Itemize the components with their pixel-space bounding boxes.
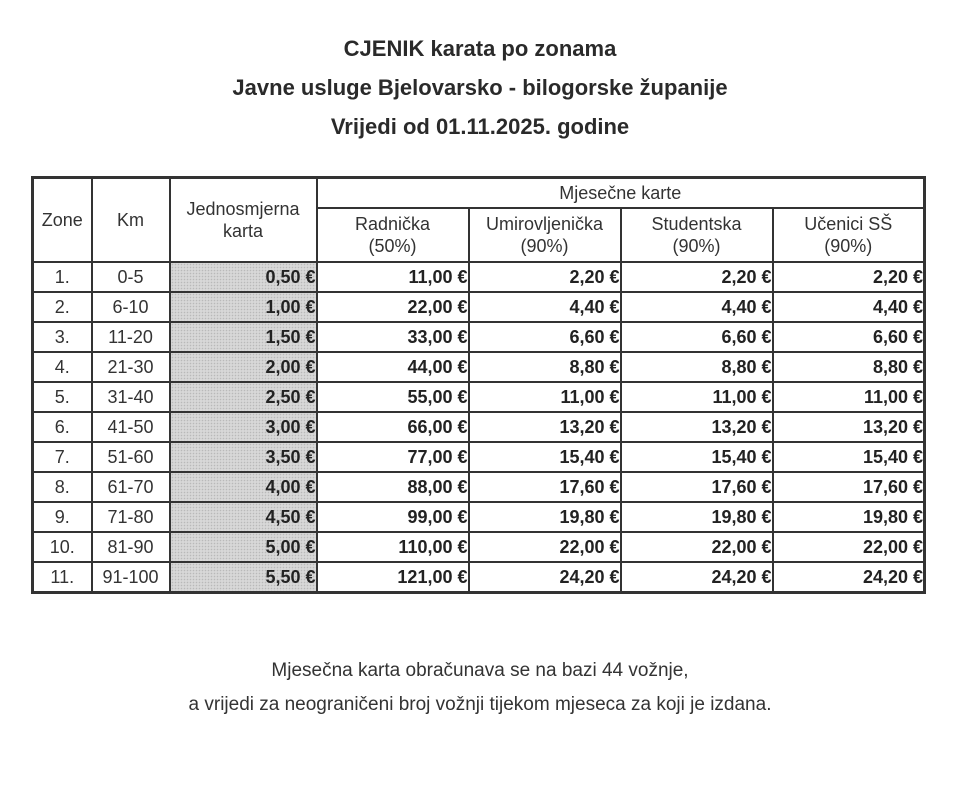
cell-ucenici-price: 22,00 € [773, 532, 925, 562]
cell-single-price: 4,50 € [170, 502, 317, 532]
cell-single-price: 3,00 € [170, 412, 317, 442]
table-row [33, 292, 925, 322]
cell-ucenici-price: 19,80 € [773, 502, 925, 532]
cell-single-price: 5,00 € [170, 532, 317, 562]
table-row [33, 322, 925, 352]
cell-zone: 11. [33, 562, 92, 593]
cell-umirovljenicka-price: 6,60 € [469, 322, 621, 352]
cell-umirovljenicka-price: 13,20 € [469, 412, 621, 442]
header-studentska-discount: (90%) [672, 236, 721, 256]
cell-studentska-price: 13,20 € [621, 412, 773, 442]
cell-studentska-price: 11,00 € [621, 382, 773, 412]
cell-radnicka-price: 11,00 € [317, 262, 469, 292]
footer-note-line-1: Mjesečna karta obračunava se na bazi 44 vožnje, [271, 660, 689, 681]
header-umirovljenicka-name: Umirovljenička [485, 214, 604, 234]
table-row [33, 382, 925, 412]
cell-radnicka-price: 77,00 € [317, 442, 469, 472]
cell-zone: 7. [33, 442, 92, 472]
header-studentska [621, 208, 773, 262]
cell-radnicka-price: 88,00 € [317, 472, 469, 502]
header-monthly-group: Mjesečne karte [317, 178, 925, 209]
table-row [33, 352, 925, 382]
cell-zone: 9. [33, 502, 92, 532]
title-line-3: Vrijedi od 01.11.2025. godine [330, 114, 630, 139]
cell-radnicka-price: 33,00 € [317, 322, 469, 352]
cell-single-price: 3,50 € [170, 442, 317, 472]
header-studentska-name: Studentska [651, 214, 742, 234]
cell-umirovljenicka-price: 24,20 € [469, 562, 621, 593]
cell-umirovljenicka-price: 17,60 € [469, 472, 621, 502]
cell-single-price: 4,00 € [170, 472, 317, 502]
header-ucenici-name: Učenici SŠ [804, 214, 893, 234]
cell-studentska-price: 22,00 € [621, 532, 773, 562]
table-row [33, 472, 925, 502]
table-row [33, 502, 925, 532]
table-row [33, 412, 925, 442]
cell-ucenici-price: 2,20 € [773, 262, 925, 292]
cell-single-price: 1,50 € [170, 322, 317, 352]
cell-studentska-price: 24,20 € [621, 562, 773, 593]
cell-km: 71-80 [92, 502, 170, 532]
cell-zone: 1. [33, 262, 92, 292]
cell-umirovljenicka-price: 4,40 € [469, 292, 621, 322]
header-umirovljenicka-discount: (90%) [520, 236, 569, 256]
cell-km: 91-100 [92, 562, 170, 593]
cell-km: 61-70 [92, 472, 170, 502]
cell-zone: 4. [33, 352, 92, 382]
cell-umirovljenicka-price: 22,00 € [469, 532, 621, 562]
cell-single-price: 5,50 € [170, 562, 317, 593]
cell-ucenici-price: 13,20 € [773, 412, 925, 442]
cell-km: 21-30 [92, 352, 170, 382]
cell-km: 0-5 [92, 262, 170, 292]
cell-single-price: 0,50 € [170, 262, 317, 292]
cell-studentska-price: 8,80 € [621, 352, 773, 382]
cell-radnicka-price: 99,00 € [317, 502, 469, 532]
cell-km: 51-60 [92, 442, 170, 472]
cell-km: 11-20 [92, 322, 170, 352]
cell-km: 31-40 [92, 382, 170, 412]
cell-studentska-price: 17,60 € [621, 472, 773, 502]
price-table [31, 176, 926, 594]
cell-ucenici-price: 6,60 € [773, 322, 925, 352]
header-single-line1: Jednosmjerna [186, 199, 300, 219]
cell-zone: 2. [33, 292, 92, 322]
header-radnicka-discount: (50%) [368, 236, 417, 256]
cell-zone: 6. [33, 412, 92, 442]
cell-single-price: 2,50 € [170, 382, 317, 412]
header-ucenici [773, 208, 925, 262]
cell-studentska-price: 2,20 € [621, 262, 773, 292]
cell-radnicka-price: 55,00 € [317, 382, 469, 412]
table-row [33, 262, 925, 292]
cell-single-price: 1,00 € [170, 292, 317, 322]
title-line-1: CJENIK karata po zonama [343, 36, 617, 61]
header-radnicka-name: Radnička [354, 214, 431, 234]
cell-zone: 3. [33, 322, 92, 352]
cell-umirovljenicka-price: 19,80 € [469, 502, 621, 532]
title-line-2: Javne usluge Bjelovarsko - bilogorske županije [232, 75, 728, 100]
cell-radnicka-price: 66,00 € [317, 412, 469, 442]
cell-studentska-price: 4,40 € [621, 292, 773, 322]
cell-ucenici-price: 24,20 € [773, 562, 925, 593]
cell-umirovljenicka-price: 8,80 € [469, 352, 621, 382]
cell-studentska-price: 19,80 € [621, 502, 773, 532]
cell-km: 41-50 [92, 412, 170, 442]
cell-ucenici-price: 11,00 € [773, 382, 925, 412]
cell-km: 6-10 [92, 292, 170, 322]
cell-radnicka-price: 121,00 € [317, 562, 469, 593]
footer-note-line-2: a vrijedi za neograničeni broj vožnji tijekom mjeseca za koji je izdana. [188, 694, 772, 715]
table-row [33, 442, 925, 472]
cell-studentska-price: 15,40 € [621, 442, 773, 472]
header-single-ticket [170, 178, 317, 263]
cell-ucenici-price: 4,40 € [773, 292, 925, 322]
cell-umirovljenicka-price: 15,40 € [469, 442, 621, 472]
header-umirovljenicka [469, 208, 621, 262]
table-row [33, 532, 925, 562]
cell-ucenici-price: 17,60 € [773, 472, 925, 502]
header-radnicka [317, 208, 469, 262]
cell-km: 81-90 [92, 532, 170, 562]
cell-zone: 10. [33, 532, 92, 562]
cell-radnicka-price: 110,00 € [317, 532, 469, 562]
cell-ucenici-price: 15,40 € [773, 442, 925, 472]
cell-studentska-price: 6,60 € [621, 322, 773, 352]
cell-zone: 8. [33, 472, 92, 502]
header-km: Km [92, 178, 170, 263]
header-zone: Zone [33, 178, 92, 263]
cell-umirovljenicka-price: 11,00 € [469, 382, 621, 412]
cell-single-price: 2,00 € [170, 352, 317, 382]
cell-ucenici-price: 8,80 € [773, 352, 925, 382]
cell-zone: 5. [33, 382, 92, 412]
header-ucenici-discount: (90%) [824, 236, 873, 256]
cell-radnicka-price: 44,00 € [317, 352, 469, 382]
table-row [33, 562, 925, 593]
header-single-line2: karta [222, 221, 264, 241]
cell-umirovljenicka-price: 2,20 € [469, 262, 621, 292]
cell-radnicka-price: 22,00 € [317, 292, 469, 322]
